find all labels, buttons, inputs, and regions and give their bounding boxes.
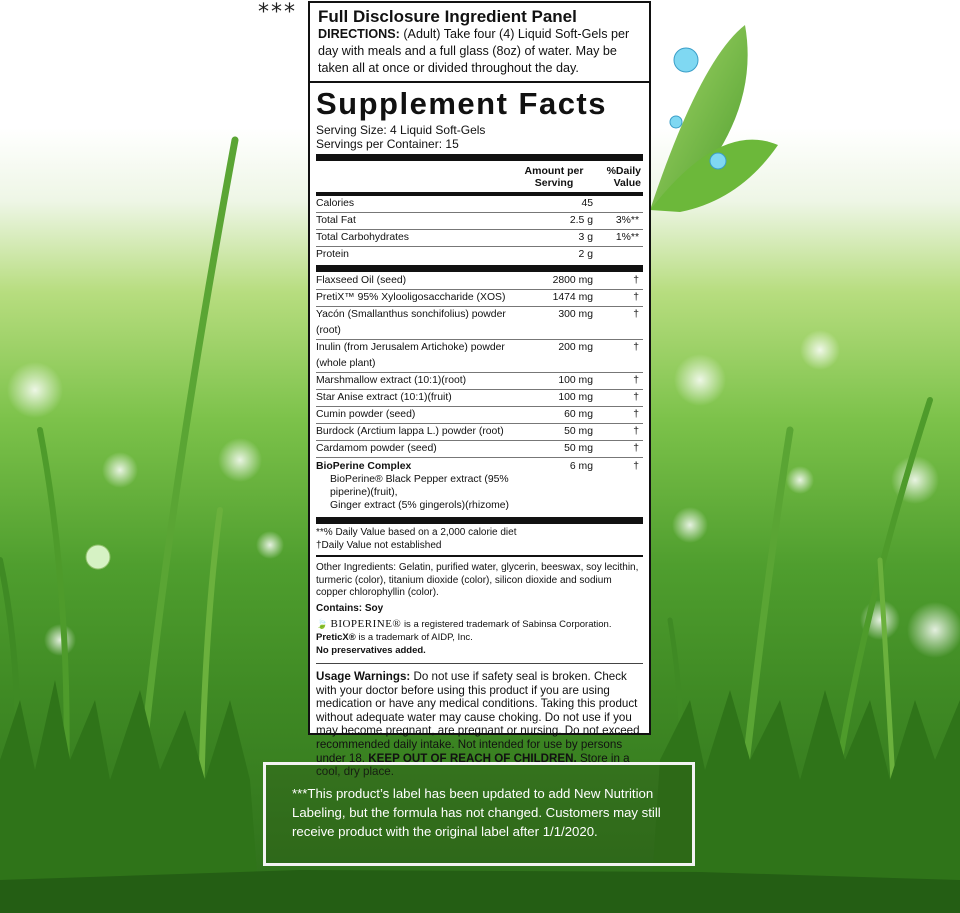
other-info: [316, 557, 643, 657]
table-row: Star Anise extract (10:1)(fruit) 100 mg †: [316, 390, 643, 407]
divider-thick: [316, 517, 643, 524]
divider-thick: [316, 154, 643, 161]
divider-thick: [316, 265, 643, 272]
table-row: PretiX™ 95% Xylooligosaccharide (XOS) 1474 mg †: [316, 290, 643, 307]
facts-footnotes: [316, 524, 643, 555]
supplement-facts-title: Supplement Facts: [316, 86, 607, 121]
footnote-daily-value: **% Daily Value based on a 2,000 calorie diet: [316, 527, 517, 538]
directions: [318, 26, 641, 77]
complex-line: BioPerine® Black Pepper extract (95% piperine)(fruit),: [330, 474, 509, 498]
table-row: Total Carbohydrates 3 g 1%**: [316, 230, 643, 247]
warnings-keep-away: KEEP OUT OF REACH OF CHILDREN.: [368, 751, 577, 765]
table-row-bioperine-complex: [316, 458, 643, 515]
header-daily-value: %Daily Value: [606, 165, 641, 189]
pretix-brand: PreticX®: [316, 632, 356, 643]
complex-line: Ginger extract (5% gingerols)(rhizome): [330, 500, 510, 511]
label-update-notice: [263, 762, 695, 866]
table-row: Cumin powder (seed) 60 mg †: [316, 407, 643, 424]
table-row: Yacón (Smallanthus sonchifolius) powder (root) 300 mg †: [316, 307, 643, 340]
footnote-not-established: †Daily Value not established: [316, 539, 442, 551]
bioperine-trademark: 🍃 BIOPERINE® is a registered trademark of Sabinsa Corporation.: [316, 618, 612, 630]
ingredient-panel: [308, 1, 651, 779]
other-ingredients: Other Ingredients: Gelatin, purified water, glycerin, beeswax, soy lecithin, turmeric (color), titanium dioxide (color), silicon dioxide and sodium copper chlorophyllin (color).: [316, 562, 639, 598]
disclosure-title: Full Disclosure Ingredient Panel: [318, 7, 577, 26]
table-row: Flaxseed Oil (seed) 2800 mg †: [316, 273, 643, 290]
warnings-text: Do not use if safety seal is broken. Check with your doctor before using this product if you are using medication or have any medical conditions. Taking this product without adequate water may cause choking. Do not use if you may become pregnant, are pregnant or nursing. Do not exceed recommended daily intake. Not intended for use by persons under 18.: [316, 670, 640, 765]
bioperine-leaf-icon: 🍃: [316, 619, 328, 630]
directions-text: (Adult) Take four (4) Liquid Soft-Gels per day with meals and a full glass (8oz) of water. May be taken all at once or divided throughout the day.: [318, 27, 630, 75]
header-amount: Amount per Serving: [524, 165, 584, 189]
disclosure-section: [310, 3, 649, 83]
ingredient-rows: [316, 273, 643, 515]
table-row: Protein 2 g: [316, 249, 593, 260]
complex-name: BioPerine Complex: [316, 461, 412, 472]
complex-dv: †: [633, 461, 639, 472]
contains-allergen: Contains: Soy: [316, 602, 384, 614]
complex-amount: 6 mg: [569, 461, 593, 472]
table-row: Marshmallow extract (10:1)(root) 100 mg †: [316, 373, 643, 390]
directions-label: DIRECTIONS:: [318, 27, 400, 41]
serving-size: Serving Size: 4 Liquid Soft-Gels: [316, 123, 486, 137]
table-row: Calories 45: [316, 196, 643, 213]
table-row: Burdock (Arctium lappa L.) powder (root) 50 mg †: [316, 424, 643, 441]
table-row: Inulin (from Jerusalem Artichoke) powder (whole plant) 200 mg †: [316, 340, 643, 373]
table-row: Total Fat 2.5 g 3%**: [316, 213, 643, 230]
nutrient-rows: [316, 196, 643, 263]
label-update-asterisks: ***: [258, 0, 297, 25]
warnings-storage: Store in a cool, dry place.: [316, 751, 630, 779]
facts-header: [316, 163, 643, 192]
table-row: Cardamom powder (seed) 50 mg †: [316, 441, 643, 458]
notice-text: ***This product’s label has been updated to add New Nutrition Labeling, but the formula has not changed. Customers may still receive product with the original label after 1/1/2020.: [292, 786, 661, 839]
pretix-trademark: PreticX® is a trademark of AIDP, Inc.: [316, 632, 473, 643]
no-preservatives: No preservatives added.: [316, 645, 426, 656]
servings-per-container: Servings per Container: 15: [316, 137, 459, 151]
warnings-label: Usage Warnings:: [316, 670, 411, 683]
bioperine-brand: BIOPERINE®: [330, 618, 402, 630]
supplement-facts: [310, 85, 649, 779]
